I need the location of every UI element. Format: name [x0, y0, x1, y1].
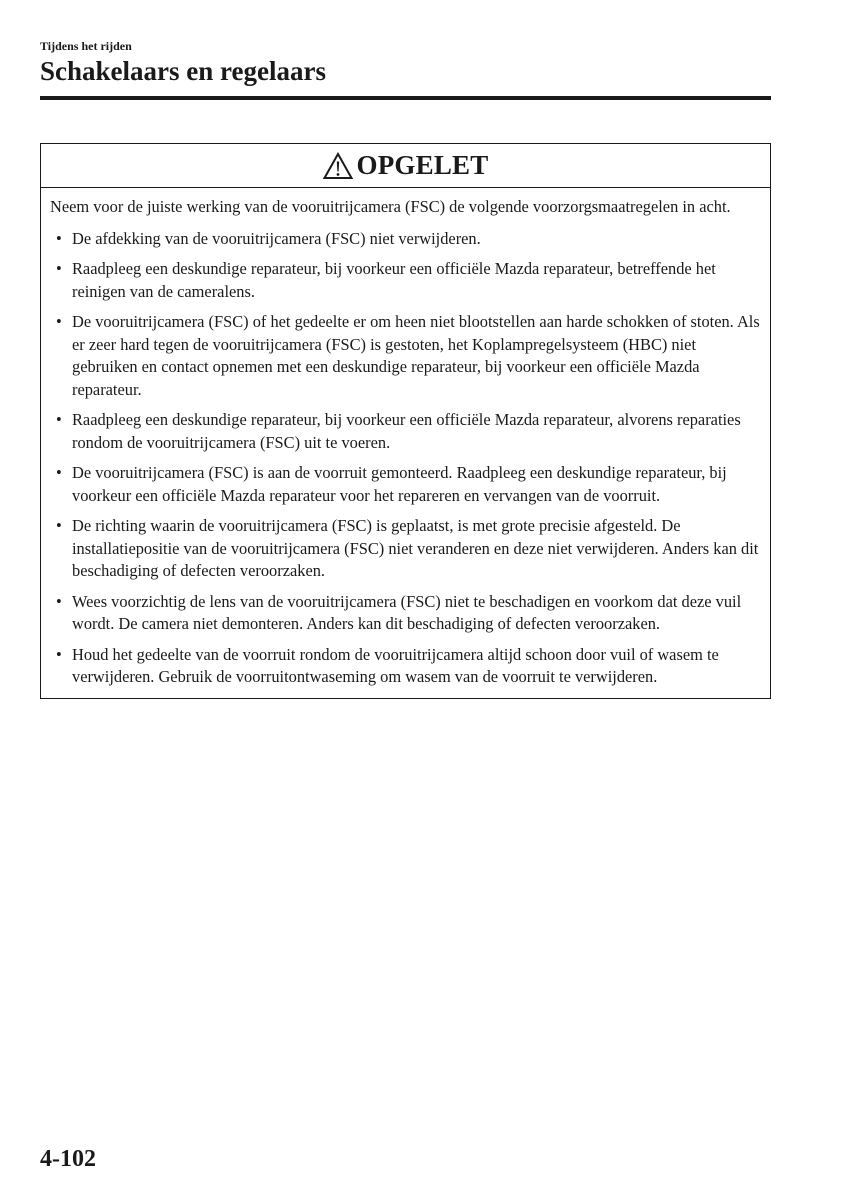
list-item: [50, 515, 762, 583]
list-item: [50, 258, 762, 303]
list-item-text: De afdekking van de vooruitrijcamera (FSC) niet verwijderen.: [72, 228, 481, 248]
caution-title: OPGELET: [356, 150, 489, 180]
warning-triangle-icon: [323, 152, 353, 180]
list-item-text: Houd het gedeelte van de voorruit rondom de vooruitrijcamera altijd schoon door vuil of wasem te verwijderen. Gebruik de voorruitontwaseming om wasem van de voorruit te verwijderen.: [72, 644, 719, 686]
page-number: 4-102: [40, 1146, 96, 1172]
bullet-icon: •: [56, 228, 62, 248]
bullet-icon: •: [56, 463, 62, 482]
list-item-text: Raadpleeg een deskundige reparateur, bij voorkeur een officiële Mazda reparateur, betreffende het reinigen van de cameralens.: [72, 259, 716, 301]
bullet-icon: •: [56, 591, 62, 611]
bullet-icon: •: [56, 259, 62, 278]
list-item-text: De richting waarin de vooruitrijcamera (FSC) is geplaatst, is met grote precisie afgesteld. De installatiepositie van de vooruitrijcamera (FSC) niet veranderen en deze niet verwijderen. Anders kan dit beschadiging of defecten veroorzaken.: [72, 516, 759, 580]
list-item-text: Wees voorzichtig de lens van de vooruitrijcamera (FSC) niet te beschadigen en voorkom dat deze vuil wordt. De camera niet demonteren. Anders kan dit beschadiging of defecten veroorzaken.: [72, 591, 742, 633]
list-item: [50, 311, 762, 401]
list-item-text: Raadpleeg een deskundige reparateur, bij voorkeur een officiële Mazda reparateur, alvorens reparaties rondom de vooruitrijcamera (FSC) uit te voeren.: [72, 410, 741, 452]
list-item: [50, 409, 762, 454]
caution-body: [41, 188, 770, 698]
title-rule: [40, 96, 771, 100]
list-item-text: De vooruitrijcamera (FSC) of het gedeelte er om heen niet blootstellen aan harde schokken of stoten. Als er zeer hard tegen de vooruitrijcamera (FSC) is gestoten, het Koplampregelsysteem (HBC) niet gebruiken en contact opnemen met een deskundige reparateur, bij voorkeur een officiële Mazda reparateur.: [72, 312, 760, 399]
list-item: [50, 591, 762, 636]
bullet-icon: •: [56, 516, 62, 535]
list-item: [50, 228, 762, 251]
page-title: Schakelaars en regelaars: [40, 56, 326, 86]
list-item-text: De vooruitrijcamera (FSC) is aan de voorruit gemonteerd. Raadpleeg een deskundige reparateur, bij voorkeur een officiële Mazda reparateur voor het repareren en vervangen van de voorruit.: [72, 463, 727, 505]
bullet-icon: •: [56, 410, 62, 429]
caution-header: [41, 144, 770, 188]
list-item: [50, 644, 762, 689]
caution-list: [50, 228, 762, 689]
caution-intro: Neem voor de juiste werking van de vooruitrijcamera (FSC) de volgende voorzorgsmaatregelen in acht.: [50, 197, 731, 216]
caution-box: [40, 143, 771, 699]
section-label: Tijdens het rijden: [40, 39, 132, 53]
bullet-icon: •: [56, 312, 62, 331]
list-item: [50, 462, 762, 507]
bullet-icon: •: [56, 644, 62, 664]
